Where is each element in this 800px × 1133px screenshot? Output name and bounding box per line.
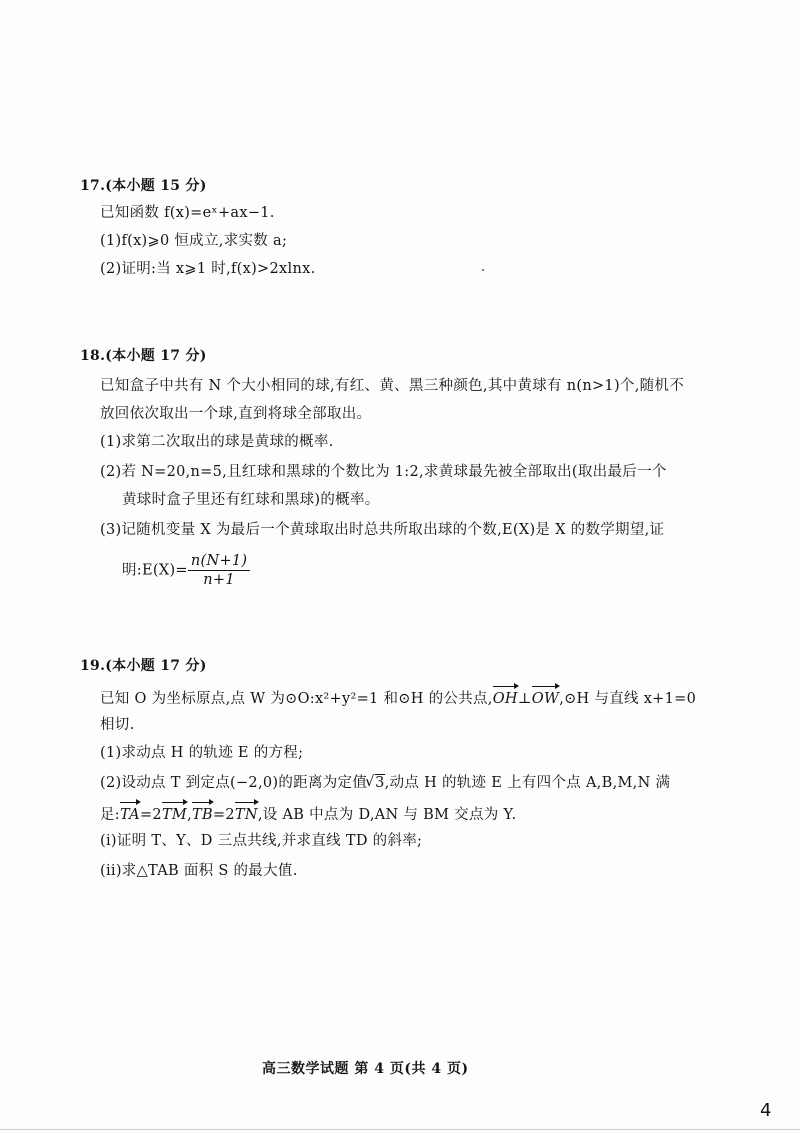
page-number: 4 bbox=[760, 1100, 772, 1121]
q19-line-2: 相切. bbox=[100, 717, 135, 733]
vector-tb: TB bbox=[192, 801, 213, 825]
vector-ow: OW bbox=[532, 685, 559, 709]
q18-fraction-denominator: n+1 bbox=[203, 572, 235, 588]
q17-line-1: 已知函数 f(x)=eˣ+ax−1. bbox=[100, 205, 275, 221]
q19-line-1 bbox=[100, 685, 696, 709]
q18-part-3-formula bbox=[122, 552, 250, 589]
sqrt-three bbox=[367, 773, 385, 793]
q19-line-1-text-a: 已知 O 为坐标原点,点 W 为⊙O:x²+y²=1 和⊙H 的公共点, bbox=[100, 691, 493, 707]
vector-separator: , bbox=[187, 807, 192, 823]
q18-line-2: 放回依次取出一个球,直到将球全部取出。 bbox=[100, 406, 372, 422]
q19-header: 19.(本小题 17 分) bbox=[80, 658, 207, 674]
scan-edge bbox=[0, 1129, 800, 1130]
q18-part-3: (3)记随机变量 X 为最后一个黄球取出时总共所取出球的个数,E(X)是 X 的数学期望,证 bbox=[100, 522, 665, 538]
scan-speck bbox=[482, 269, 484, 271]
q18-part-1: (1)求第二次取出的球是黄球的概率. bbox=[100, 434, 334, 450]
q19-part-2-cont bbox=[100, 801, 516, 825]
page-footer: 高三数学试题 第 4 页(共 4 页) bbox=[262, 1061, 469, 1077]
q19-sub-ii: (ii)求△TAB 面积 S 的最大值. bbox=[100, 863, 298, 879]
perpendicular-symbol: ⊥ bbox=[517, 691, 532, 707]
q17-part-2: (2)证明:当 x⩾1 时,f(x)>2xlnx. bbox=[100, 261, 316, 277]
q17-header: 17.(本小题 15 分) bbox=[80, 178, 207, 194]
q18-header: 18.(本小题 17 分) bbox=[80, 348, 207, 364]
q18-fraction-numerator: n(N+1) bbox=[188, 552, 251, 571]
q18-part-2: (2)若 N=20,n=5,且红球和黑球的个数比为 1:2,求黄球最先被全部取出(取出最后一个 bbox=[100, 464, 667, 480]
q18-fraction bbox=[188, 552, 251, 589]
q19-part-2 bbox=[100, 773, 670, 793]
q19-cont-text: ,设 AB 中点为 D,AN 与 BM 交点为 Y. bbox=[257, 807, 517, 823]
vector-oh: OH bbox=[493, 685, 518, 709]
q19-sub-i: (i)证明 T、Y、D 三点共线,并求直线 TD 的斜率; bbox=[100, 833, 423, 849]
vector-tm: TM bbox=[162, 801, 187, 825]
vector-ta: TA bbox=[120, 801, 140, 825]
q18-part-2-cont: 黄球时盒子里还有红球和黑球)的概率。 bbox=[122, 492, 380, 508]
q18-formula-prefix: 明:E(X)= bbox=[122, 562, 188, 579]
q19-part-1: (1)求动点 H 的轨迹 E 的方程; bbox=[100, 745, 304, 761]
q19-part-2-text-b: ,动点 H 的轨迹 E 上有四个点 A,B,M,N 满 bbox=[384, 775, 671, 791]
vector-tn: TN bbox=[235, 801, 258, 825]
q19-part-2-text-a: (2)设动点 T 到定点(−2,0)的距离为定值 bbox=[100, 775, 368, 791]
q19-cont-prefix: 足: bbox=[100, 807, 120, 823]
q19-line-1-text-b: ,⊙H 与直线 x+1=0 bbox=[559, 691, 697, 707]
equals-two-a: =2 bbox=[139, 807, 162, 823]
q18-line-1: 已知盒子中共有 N 个大小相同的球,有红、黄、黑三种颜色,其中黄球有 n(n>1)个,随机不 bbox=[100, 378, 685, 394]
q17-part-1: (1)f(x)⩾0 恒成立,求实数 a; bbox=[100, 233, 288, 249]
sqrt-radicand: 3 bbox=[375, 775, 385, 791]
equals-two-b: =2 bbox=[212, 807, 235, 823]
